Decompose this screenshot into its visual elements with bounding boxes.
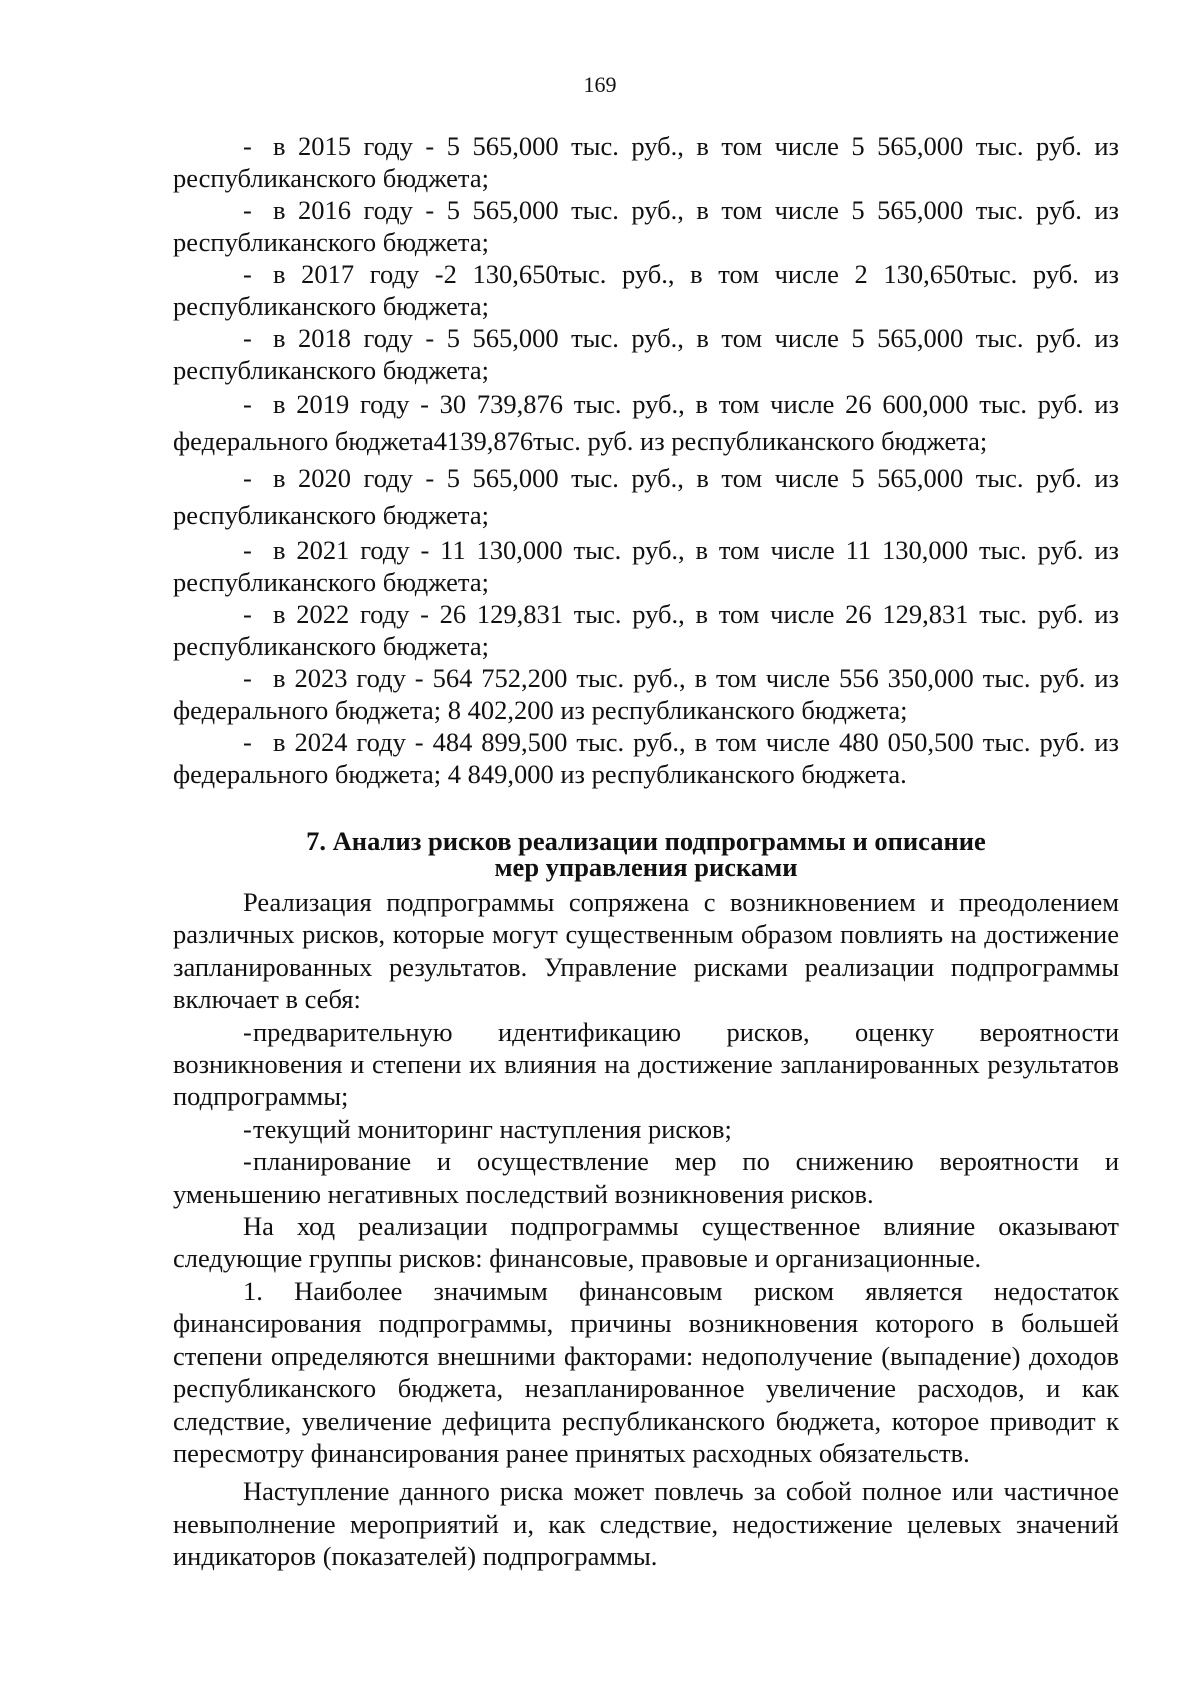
funding-item-text: в 2015 году - 5 565,000 тыс. руб., в том числе 5 565,000 тыс. руб. из республиканского бюджета; [173,131,1119,193]
risk-measure-text: текущий мониторинг наступления рисков; [253,1113,732,1144]
list-dash: - [243,323,252,353]
funding-item-2022 [173,598,1119,662]
funding-item-2021 [173,534,1119,598]
financial-risk-paragraph: 1. Наиболее значимым финансовым риском является недостаток финансирования подпрограммы, причины возникновения которого в большей степени определяются внешними факторами: недополучение (выпадение) доходов республиканского бюджета, незапланированное увеличение расходов, и как следствие, увеличение дефицита республиканского бюджета, которое приводит к пересмотру финансирования ранее принятых расходных обязательств. [173,1275,1119,1468]
funding-item-2017 [173,258,1119,322]
list-dash: - [243,1146,252,1177]
section-heading [173,828,1119,880]
funding-item-text: в 2018 году - 5 565,000 тыс. руб., в том числе 5 565,000 тыс. руб. из республиканского бюджета; [173,323,1119,385]
funding-item-2023 [173,662,1119,726]
risk-consequence-paragraph: Наступление данного риска может повлечь за собой полное или частичное невыполнение мероприятий и, как следствие, недостижение целевых значений индикаторов (показателей) подпрограммы. [173,1476,1119,1572]
list-dash: - [243,663,252,693]
funding-list [173,130,1119,790]
risk-measure-item [173,1145,1119,1210]
risk-measure-text: планирование и осуществление мер по снижению вероятности и уменьшению негативных последствий возникновения рисков. [173,1146,1119,1209]
list-dash: - [243,1016,252,1047]
section-heading-line-1: 7. Анализ рисков реализации подпрограммы и описание [306,826,986,856]
funding-item-2020 [173,460,1119,534]
page-content [173,130,1119,1573]
funding-item-2019 [173,386,1119,460]
list-dash: - [243,1113,252,1144]
list-dash: - [243,727,252,757]
funding-item-2024 [173,726,1119,790]
risk-measure-item [173,1016,1119,1113]
risk-intro-paragraph: Реализация подпрограммы сопряжена с возникновением и преодолением различных рисков, которые могут существенным образом повлиять на достижение запланированных результатов. Управление рисками реализации подпрограммы включает в себя: [173,887,1119,1015]
funding-item-2015 [173,130,1119,194]
risk-measure-text: предварительную идентификацию рисков, оценку вероятности возникновения и степени их влияния на достижение запланированных результатов подпрограммы; [173,1016,1119,1112]
section-heading-line-2: мер управления рисками [494,852,798,882]
funding-item-text: в 2021 году - 11 130,000 тыс. руб., в том числе 11 130,000 тыс. руб. из республиканского бюджета; [173,535,1119,597]
list-dash: - [243,389,252,419]
list-dash: - [243,259,252,289]
list-dash: - [243,599,252,629]
list-dash: - [243,195,252,225]
list-dash: - [243,535,252,565]
funding-item-text: в 2016 году - 5 565,000 тыс. руб., в том числе 5 565,000 тыс. руб. из республиканского бюджета; [173,195,1119,257]
funding-item-text: в 2024 году - 484 899,500 тыс. руб., в том числе 480 050,500 тыс. руб. из федерального бюджета; 4 849,000 из республиканского бюджета. [173,727,1119,789]
list-dash: - [243,463,252,493]
funding-item-text: в 2019 году - 30 739,876 тыс. руб., в том числе 26 600,000 тыс. руб. из федерального бюджета4139,876тыс. руб. из республиканского бюджета; [173,389,1119,456]
funding-item-2018 [173,322,1119,386]
funding-item-text: в 2023 году - 564 752,200 тыс. руб., в том числе 556 350,000 тыс. руб. из федерального бюджета; 8 402,200 из республиканского бюджета; [173,663,1119,725]
funding-item-2016 [173,194,1119,258]
funding-item-text: в 2020 году - 5 565,000 тыс. руб., в том числе 5 565,000 тыс. руб. из республиканского бюджета; [173,463,1119,530]
risk-groups-paragraph: На ход реализации подпрограммы существенное влияние оказывают следующие группы рисков: финансовые, правовые и организационные. [173,1211,1119,1274]
page-number: 169 [583,72,617,97]
funding-item-text: в 2017 году -2 130,650тыс. руб., в том числе 2 130,650тыс. руб. из республиканского бюджета; [173,259,1119,321]
risk-measure-item [173,1113,1119,1145]
funding-item-text: в 2022 году - 26 129,831 тыс. руб., в том числе 26 129,831 тыс. руб. из республиканского бюджета; [173,599,1119,661]
list-dash: - [243,131,252,161]
